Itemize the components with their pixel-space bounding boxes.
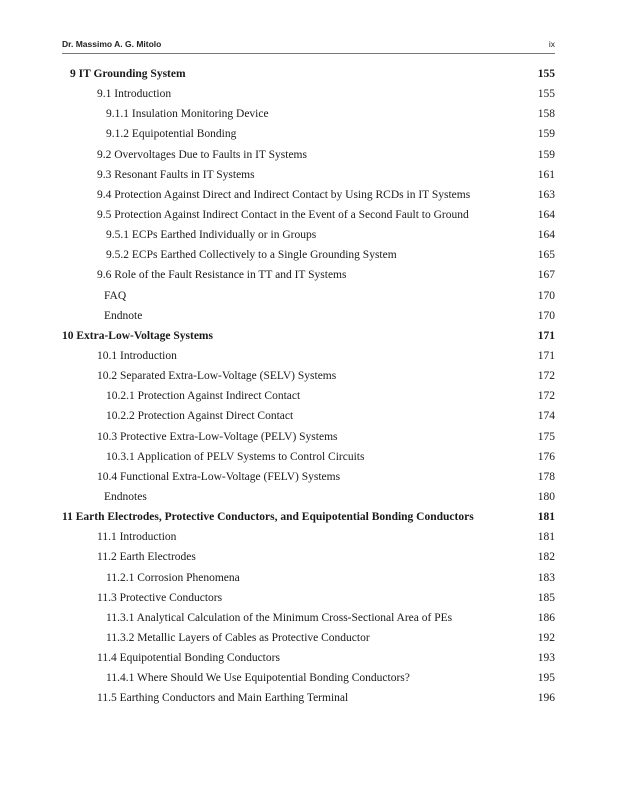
toc-entry-page: 174: [537, 410, 555, 423]
toc-entry[interactable]: [0, 467, 617, 487]
toc-entry[interactable]: [0, 265, 617, 285]
toc-entry-title: 9 IT Grounding System: [70, 68, 186, 80]
toc-entry[interactable]: [0, 84, 617, 104]
toc-entry[interactable]: [0, 386, 617, 406]
toc-entry-title: 11.2.1 Corrosion Phenomena: [106, 571, 240, 584]
toc-entry-page: 170: [537, 289, 555, 302]
toc-entry-title: 11.1 Introduction: [97, 531, 177, 544]
toc-entry-page: 172: [537, 390, 555, 403]
toc-entry-page: 172: [537, 370, 555, 383]
toc-entry-page: 159: [537, 148, 555, 161]
toc-entry[interactable]: [0, 487, 617, 507]
toc-entry-title: 9.1 Introduction: [97, 88, 172, 101]
toc-entry-title: 11.2 Earth Electrodes: [97, 551, 196, 564]
toc-entry[interactable]: [0, 306, 617, 326]
toc-entry-title: Endnotes: [104, 490, 147, 503]
toc-entry-page: 181: [537, 531, 555, 544]
toc-entry-title: 10.3 Protective Extra-Low-Voltage (PELV) Systems: [97, 430, 338, 443]
toc-entry[interactable]: [0, 648, 617, 668]
toc-entry-page: 171: [537, 329, 555, 342]
toc-entry-title: 11.4.1 Where Should We Use Equipotential Bonding Conductors?: [106, 672, 410, 685]
toc-entry-title: 9.5.1 ECPs Earthed Individually or in Groups: [106, 229, 317, 242]
toc-entry-title: 11.5 Earthing Conductors and Main Earthing Terminal: [97, 692, 349, 705]
toc-entry-title: 9.5 Protection Against Indirect Contact in the Event of a Second Fault to Ground: [97, 208, 469, 221]
toc-entry-title: 9.2 Overvoltages Due to Faults in IT Systems: [97, 148, 307, 161]
toc-chapter-entry[interactable]: [0, 326, 617, 346]
toc-entry-title: 11.4 Equipotential Bonding Conductors: [97, 652, 280, 665]
toc-entry-title: 10.2.1 Protection Against Indirect Contact: [106, 390, 301, 403]
toc-entry-title: 9.4 Protection Against Direct and Indirect Contact by Using RCDs in IT Systems: [97, 188, 471, 201]
toc-entry-page: 180: [537, 490, 555, 503]
toc-entry-title: FAQ: [104, 289, 127, 302]
toc-entry[interactable]: [0, 547, 617, 567]
toc-entry-page: 164: [537, 229, 555, 242]
toc-entry-page: 163: [537, 188, 555, 201]
toc-entry-title: 10.2 Separated Extra-Low-Voltage (SELV) Systems: [97, 370, 337, 383]
toc-entry-title: 10.4 Functional Extra-Low-Voltage (FELV) Systems: [97, 470, 341, 483]
toc-entry[interactable]: [0, 145, 617, 165]
running-header: [62, 36, 555, 52]
author-name: Dr. Massimo A. G. Mitolo: [62, 39, 162, 49]
toc-entry-page: 182: [537, 551, 555, 564]
toc-entry[interactable]: [0, 124, 617, 144]
toc-entry-page: 161: [537, 168, 555, 181]
toc-entry-page: 165: [537, 249, 555, 262]
toc-entry-page: 185: [537, 591, 555, 604]
toc-entry-title: 9.1.1 Insulation Monitoring Device: [106, 108, 269, 121]
toc-entry-page: 195: [537, 672, 555, 685]
toc-entry-page: 170: [537, 309, 555, 322]
toc-entry[interactable]: [0, 588, 617, 608]
toc-entry[interactable]: [0, 527, 617, 547]
toc-entry[interactable]: [0, 568, 617, 588]
toc-entry-title: 11.3.2 Metallic Layers of Cables as Protective Conductor: [106, 631, 370, 644]
toc-entry[interactable]: [0, 447, 617, 467]
toc-entry-title: Endnote: [104, 309, 143, 322]
toc-entry[interactable]: [0, 668, 617, 688]
toc-entry-title: 10.3.1 Application of PELV Systems to Control Circuits: [106, 450, 365, 463]
toc-entry[interactable]: [0, 104, 617, 124]
toc-entry[interactable]: [0, 628, 617, 648]
toc-entry-page: 192: [537, 631, 555, 644]
toc-entry[interactable]: [0, 185, 617, 205]
header-divider: [62, 53, 555, 54]
toc-entry-page: 181: [537, 511, 555, 524]
toc-entry[interactable]: [0, 366, 617, 386]
toc-entry-page: 175: [537, 430, 555, 443]
toc-entry[interactable]: [0, 608, 617, 628]
toc-entry-title: 10.1 Introduction: [97, 349, 177, 362]
toc-entry-page: 183: [537, 571, 555, 584]
toc-entry-title: 9.3 Resonant Faults in IT Systems: [97, 168, 255, 181]
page-number: ix: [548, 39, 555, 49]
toc-chapter-entry[interactable]: [0, 507, 617, 527]
toc-entry-title: 10 Extra-Low-Voltage Systems: [62, 329, 213, 342]
toc-entry-title: 9.6 Role of the Fault Resistance in TT and IT Systems: [97, 269, 347, 282]
table-of-contents: [0, 64, 617, 709]
toc-entry-page: 164: [537, 208, 555, 221]
toc-entry-title: 10.2.2 Protection Against Direct Contact: [106, 410, 294, 423]
toc-entry-title: 11.3 Protective Conductors: [97, 591, 223, 604]
toc-entry-title: 11.3.1 Analytical Calculation of the Minimum Cross-Sectional Area of PEs: [106, 611, 453, 624]
toc-entry-page: 178: [537, 470, 555, 483]
toc-entry[interactable]: [0, 406, 617, 426]
toc-entry-page: 155: [537, 88, 555, 101]
toc-entry-page: 196: [537, 692, 555, 705]
toc-entry-title: 11 Earth Electrodes, Protective Conductors, and Equipotential Bonding Conductors: [62, 511, 474, 524]
toc-entry-title: 9.1.2 Equipotential Bonding: [106, 128, 237, 141]
toc-entry[interactable]: [0, 346, 617, 366]
toc-entry-page: 159: [537, 128, 555, 141]
toc-entry-page: 167: [537, 269, 555, 282]
toc-entry-page: 193: [537, 652, 555, 665]
toc-entry-page: 171: [537, 349, 555, 362]
toc-entry[interactable]: [0, 165, 617, 185]
toc-entry-title: 9.5.2 ECPs Earthed Collectively to a Single Grounding System: [106, 249, 397, 262]
toc-entry-page: 155: [537, 68, 555, 80]
toc-entry[interactable]: [0, 245, 617, 265]
toc-entry[interactable]: [0, 688, 617, 708]
toc-entry-page: 186: [537, 611, 555, 624]
toc-entry-page: 158: [537, 108, 555, 121]
toc-entry[interactable]: [0, 205, 617, 225]
toc-chapter-entry[interactable]: [0, 64, 617, 84]
toc-entry-page: 176: [537, 450, 555, 463]
toc-entry[interactable]: [0, 427, 617, 447]
toc-entry[interactable]: [0, 225, 617, 245]
toc-entry[interactable]: [0, 286, 617, 306]
